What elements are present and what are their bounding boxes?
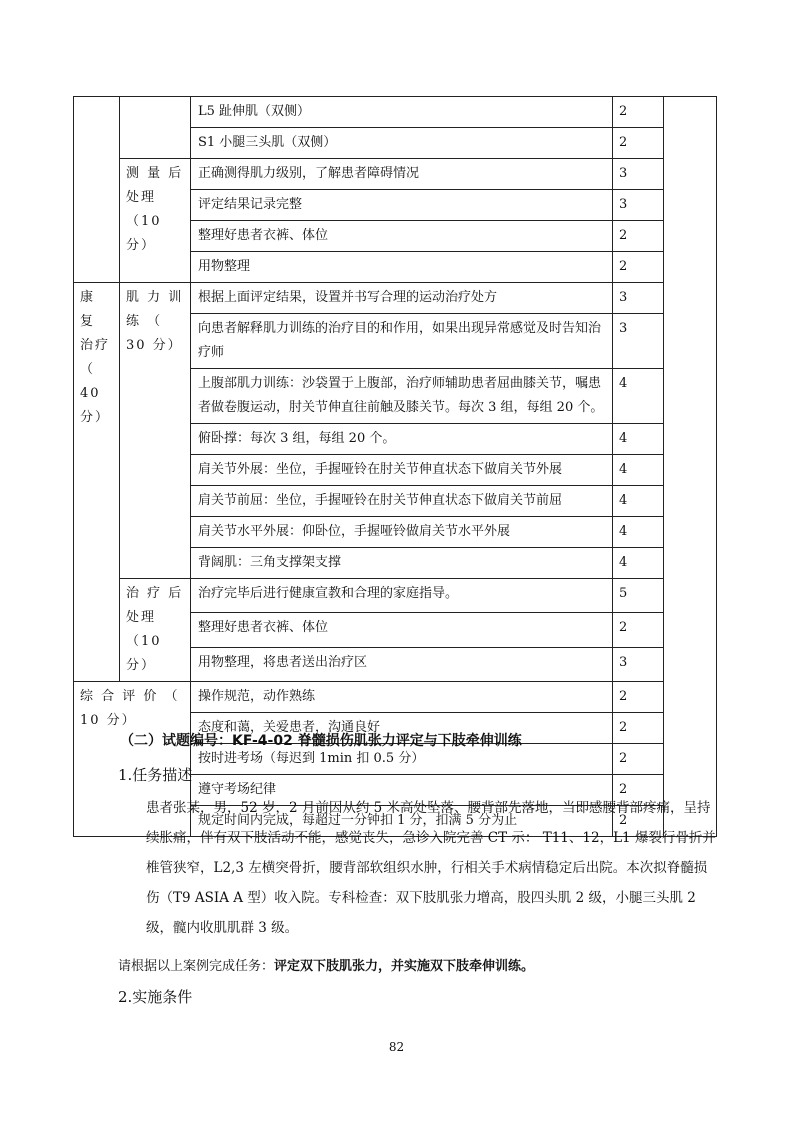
item-cell: S1 小腿三头肌（双侧） — [191, 128, 613, 159]
score-cell: 4 — [613, 424, 664, 455]
task-heading: 1.任务描述 — [118, 766, 193, 784]
item-cell: 俯卧撑：每次 3 组，每组 20 个。 — [191, 424, 613, 455]
task-request — [118, 955, 534, 974]
score-cell: 4 — [613, 548, 664, 579]
subcategory-post-treat: 治 疗 后 处理（10 分） — [120, 579, 191, 682]
score-cell: 2 — [613, 775, 664, 806]
score-cell: 4 — [613, 486, 664, 517]
item-cell: 用物整理 — [191, 252, 613, 283]
score-cell: 2 — [613, 806, 664, 837]
score-cell: 2 — [613, 613, 664, 647]
table-row — [74, 97, 717, 128]
score-cell: 2 — [613, 713, 664, 744]
subcategory-strength: 肌 力 训 练 （ 30 分） — [120, 283, 191, 579]
item-cell: 肩关节前屈：坐位，手握哑铃在肘关节伸直状态下做肩关节前屈 — [191, 486, 613, 517]
request-bold: 评定双下肢肌张力，并实施双下肢牵伸训练。 — [274, 959, 535, 974]
category-cell — [74, 97, 120, 283]
score-cell: 2 — [613, 682, 664, 713]
score-table — [73, 96, 717, 837]
subcategory-cell — [120, 97, 191, 159]
score-cell: 3 — [613, 314, 664, 369]
score-cell: 2 — [613, 252, 664, 283]
table-row — [74, 579, 717, 613]
table-row — [74, 682, 717, 713]
score-cell: 4 — [613, 369, 664, 424]
item-cell: 操作规范，动作熟练 — [191, 682, 613, 713]
category-rehab: 康 复 治疗 （ 40 分） — [74, 283, 120, 682]
item-cell: 按时进考场（每迟到 1min 扣 0.5 分） — [191, 744, 613, 775]
score-cell: 3 — [613, 190, 664, 221]
item-cell: 规定时间内完成，每超过一分钟扣 1 分，扣满 5 分为止 — [191, 806, 613, 837]
item-cell: 用物整理，将患者送出治疗区 — [191, 647, 613, 681]
section-title: （二）试题编号：KF-4-02 脊髓损伤肌张力评定与下肢牵伸训练 — [120, 733, 522, 749]
item-cell: 评定结果记录完整 — [191, 190, 613, 221]
item-cell: 肩关节水平外展：仰卧位，手握哑铃做肩关节水平外展 — [191, 517, 613, 548]
request-prefix: 请根据以上案例完成任务： — [118, 959, 275, 974]
case-text: 患者张某，男，52 岁，2 月前因从约 5 米高处坠落、腰背部先落地，当即感腰背部疼痛，呈持续胀痛，伴有双下肢活动不能，感觉丧失，急诊入院完善 CT 示： T11、12，L1 爆裂行骨折并椎管狭窄，L2,3 左横突骨折，腰背部软组织水肿，行相关手术病情稳定后出院。本次拟脊髓损伤（T9 ASIA A 型）收入院。专科检查：双下肢肌张力增高，股四头肌 2 级，小腿三头肌 2 级，髋内收肌肌群 3 级。 — [146, 800, 716, 936]
subcategory-post-measure: 测 量 后 处理 （10 分） — [120, 159, 191, 283]
case-paragraph — [118, 793, 718, 943]
score-cell: 2 — [613, 744, 664, 775]
item-cell: 整理好患者衣裤、体位 — [191, 221, 613, 252]
score-cell: 3 — [613, 647, 664, 681]
item-cell: 背阔肌：三角支撑架支撑 — [191, 548, 613, 579]
score-cell: 3 — [613, 283, 664, 314]
item-cell: 整理好患者衣裤、体位 — [191, 613, 613, 647]
item-cell: 上腹部肌力训练：沙袋置于上腹部，治疗师辅助患者屈曲膝关节，嘱患者做卷腹运动，肘关节伸直往前触及膝关节。每次 3 组，每组 20 个。 — [191, 369, 613, 424]
score-cell: 4 — [613, 455, 664, 486]
item-cell: 向患者解释肌力训练的治疗目的和作用，如果出现异常感觉及时告知治疗师 — [191, 314, 613, 369]
score-cell: 2 — [613, 221, 664, 252]
score-cell: 2 — [613, 97, 664, 128]
page-number: 82 — [388, 1040, 405, 1054]
score-cell: 4 — [613, 517, 664, 548]
item-cell: 遵守考场纪律 — [191, 775, 613, 806]
score-cell: 5 — [613, 579, 664, 613]
item-cell: L5 趾伸肌（双侧） — [191, 97, 613, 128]
score-cell: 3 — [613, 159, 664, 190]
remark-cell — [664, 97, 717, 837]
table-row — [74, 159, 717, 190]
category-overall: 综 合 评 价 （ 10 分） — [74, 682, 191, 837]
item-cell: 治疗完毕后进行健康宣教和合理的家庭指导。 — [191, 579, 613, 613]
item-cell: 肩关节外展：坐位，手握哑铃在肘关节伸直状态下做肩关节外展 — [191, 455, 613, 486]
item-cell: 根据上面评定结果，设置并书写合理的运动治疗处方 — [191, 283, 613, 314]
score-cell: 2 — [613, 128, 664, 159]
item-cell: 正确测得肌力级别，了解患者障碍情况 — [191, 159, 613, 190]
conditions-heading: 2.实施条件 — [118, 988, 193, 1006]
item-cell: 态度和蔼，关爱患者，沟通良好 — [191, 713, 613, 744]
table-row — [74, 283, 717, 314]
